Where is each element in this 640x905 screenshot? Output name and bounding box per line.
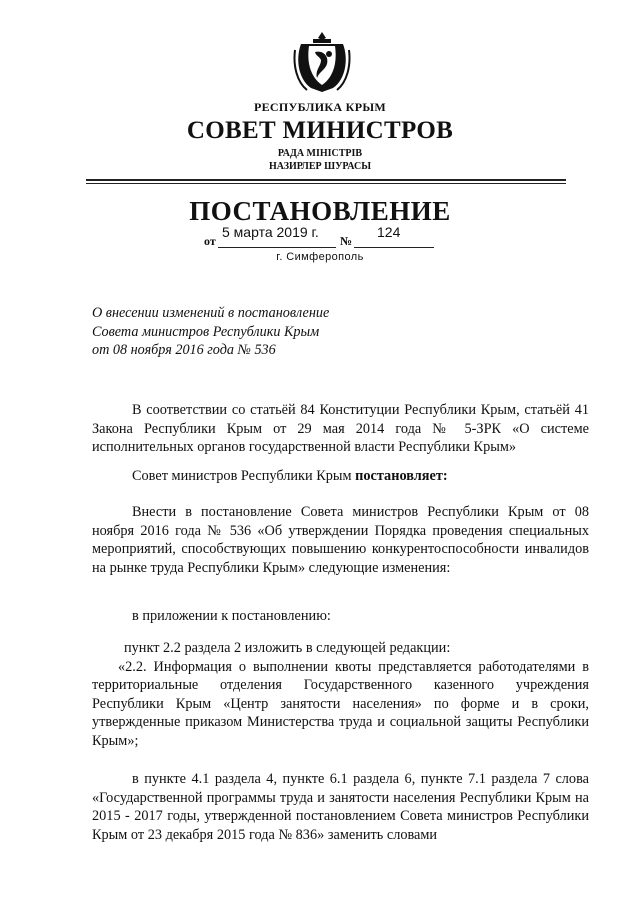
resolution-keyword: постановляет: <box>355 468 448 484</box>
subject-line: О внесении изменений в постановление <box>92 305 330 321</box>
body-paragraph-amendment <box>92 503 589 577</box>
paragraph-text: В соответствии со статьёй 84 Конституции Республики Крым, статьёй 41 Закона Республики Крым от 29 мая 2014 года № 5-ЗРК «О системе исполнительных органов государственной власти Республики Крым» <box>92 402 589 455</box>
number-underline <box>354 247 434 248</box>
paragraph-text: в приложении к постановлению: <box>132 608 331 624</box>
header-divider-thin <box>86 183 566 184</box>
resolution-text: Совет министров Республики Крым <box>132 468 356 484</box>
date-underline <box>218 247 336 248</box>
council-name: СОВЕТ МИНИСТРОВ <box>186 117 454 144</box>
paragraph-text: пункт 2.2 раздела 2 изложить в следующей редакции: <box>124 640 451 656</box>
body-paragraph-clauses-replacement <box>92 770 589 844</box>
date-prefix: от <box>204 234 216 248</box>
republic-name: РЕСПУБЛИКА КРЫМ <box>253 100 387 114</box>
subject-line: Совета министров Республики Крым <box>92 323 320 340</box>
decree-dateline <box>204 224 444 250</box>
paragraph-text: Внести в постановление Совета министров Республики Крым от 08 ноября 2016 года № 536 «Об утверждении Порядка проведения специальных мероприятий, способствующих повышению конкурентоспособности инвалидов на рынке труда Республики Крым» следующие изменения: <box>92 504 589 576</box>
paragraph-text: в пункте 4.1 раздела 4, пункте 6.1 раздела 6, пункте 7.1 раздела 7 слова «Государственной программы труда и занятости населения Республики Крым на 2015 - 2017 годы, утвержденной постановлением Совета министров Республики Крым от 23 декабря 2015 года № 836» заменить словами <box>92 771 589 843</box>
body-paragraph-appendix <box>92 607 589 626</box>
decree-date: 5 марта 2019 г. <box>222 224 319 240</box>
decree-city: г. Симферополь <box>276 251 364 263</box>
paragraph-quote: «2.2. Информация о выполнении квоты представляется работодателями в территориальные отделения Государственного казенного учреждения Республики Крым «Центр занятости населения» по форме и в сроки, утвержденные приказом Министерства труда и социальной защиты Республики Крым»; <box>92 658 589 749</box>
paragraph-text <box>92 467 589 486</box>
decree-number: 124 <box>377 224 401 240</box>
council-name-ukrainian: РАДА МІНІСТРІВ <box>277 148 363 159</box>
number-prefix: № <box>340 234 353 248</box>
subject-line: от 08 ноября 2016 года № 536 <box>92 342 276 358</box>
body-paragraph-clause-2-2 <box>92 639 589 750</box>
decree-title: ПОСТАНОВЛЕНИЕ <box>189 196 451 226</box>
decree-subject <box>92 304 392 360</box>
council-name-crimean-tatar: НАЗИРЛЕР ШУРАСЫ <box>268 161 372 172</box>
body-paragraph-resolution <box>92 467 589 486</box>
header-divider <box>86 179 566 181</box>
body-paragraph-legal-basis <box>92 401 589 457</box>
crimea-coat-of-arms-icon <box>293 30 351 94</box>
